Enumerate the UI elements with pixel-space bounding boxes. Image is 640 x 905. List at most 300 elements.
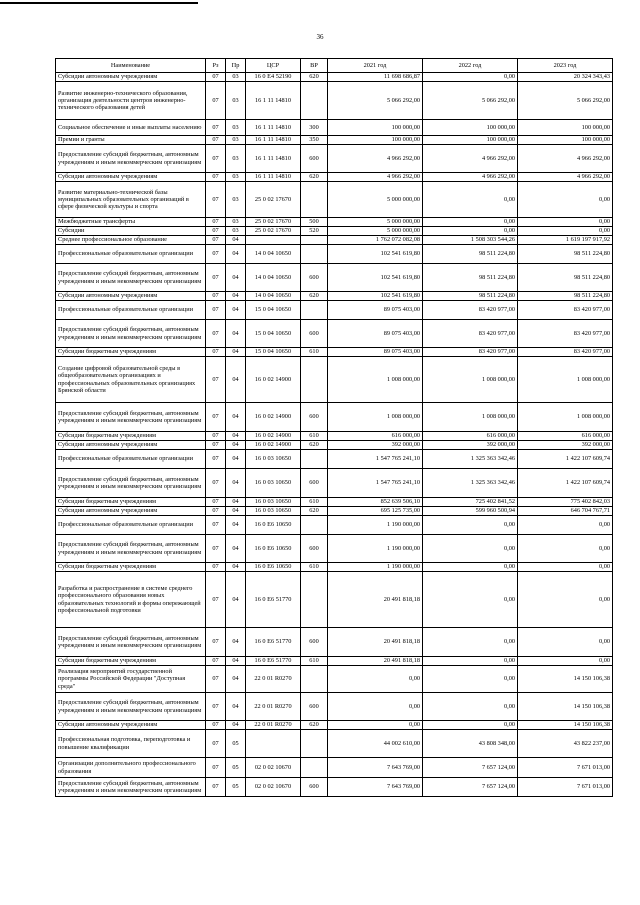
table-row bbox=[56, 236, 613, 245]
table-row bbox=[56, 721, 613, 730]
cell-csr: 25 0 02 17670 bbox=[246, 182, 301, 218]
cell-2022: 1 325 363 342,46 bbox=[423, 450, 518, 469]
cell-2023: 100 000,00 bbox=[518, 136, 613, 145]
cell-csr: 16 0 02 14900 bbox=[246, 441, 301, 450]
cell-2022: 83 420 977,00 bbox=[423, 301, 518, 320]
cell-csr: 16 0 Е6 10650 bbox=[246, 563, 301, 572]
cell-csr: 16 0 Е6 10650 bbox=[246, 516, 301, 535]
cell-2021: 852 639 506,10 bbox=[328, 498, 423, 507]
cell-2021: 102 541 619,80 bbox=[328, 292, 423, 301]
cell-2022: 0,00 bbox=[423, 227, 518, 236]
cell-2023: 7 671 013,00 bbox=[518, 778, 613, 797]
cell-vr bbox=[301, 450, 328, 469]
table-row bbox=[56, 432, 613, 441]
cell-vr: 610 bbox=[301, 348, 328, 357]
cell-2022: 43 808 348,00 bbox=[423, 730, 518, 758]
cell-name: Субсидии автономным учреждениям bbox=[56, 173, 206, 182]
cell-vr: 600 bbox=[301, 320, 328, 348]
cell-csr: 16 0 03 10650 bbox=[246, 507, 301, 516]
cell-rz: 07 bbox=[206, 721, 226, 730]
cell-rz: 07 bbox=[206, 82, 226, 120]
cell-pr: 04 bbox=[226, 498, 246, 507]
cell-2021: 1 547 765 241,10 bbox=[328, 469, 423, 498]
top-border-line bbox=[0, 2, 198, 4]
table-row bbox=[56, 218, 613, 227]
cell-vr bbox=[301, 572, 328, 628]
cell-2021: 5 066 292,00 bbox=[328, 82, 423, 120]
table-row bbox=[56, 441, 613, 450]
cell-pr: 03 bbox=[226, 173, 246, 182]
cell-2023: 0,00 bbox=[518, 218, 613, 227]
cell-pr: 04 bbox=[226, 245, 246, 264]
cell-pr: 04 bbox=[226, 721, 246, 730]
cell-name: Профессиональные образовательные организации bbox=[56, 301, 206, 320]
cell-name: Премии и гранты bbox=[56, 136, 206, 145]
cell-vr: 300 bbox=[301, 120, 328, 136]
cell-2022: 100 000,00 bbox=[423, 136, 518, 145]
column-header: 2023 год bbox=[518, 59, 613, 73]
cell-2022: 725 402 841,52 bbox=[423, 498, 518, 507]
cell-2023: 83 420 977,00 bbox=[518, 348, 613, 357]
table-row bbox=[56, 320, 613, 348]
cell-pr: 04 bbox=[226, 357, 246, 403]
cell-vr bbox=[301, 245, 328, 264]
cell-pr: 04 bbox=[226, 441, 246, 450]
cell-pr: 04 bbox=[226, 666, 246, 693]
cell-2022: 599 960 500,94 bbox=[423, 507, 518, 516]
cell-2023: 392 000,00 bbox=[518, 441, 613, 450]
cell-pr: 04 bbox=[226, 657, 246, 666]
column-header: ЦСР bbox=[246, 59, 301, 73]
table-row bbox=[56, 73, 613, 82]
cell-name: Развитие инженерно-технического образования, организация деятельности центров инженерно-технического образования детей bbox=[56, 82, 206, 120]
cell-2023: 83 420 977,00 bbox=[518, 320, 613, 348]
cell-rz: 07 bbox=[206, 403, 226, 432]
cell-2021: 7 643 769,00 bbox=[328, 758, 423, 778]
cell-name: Предоставление субсидий бюджетным, автономным учреждениям и иным некоммерческим организациям bbox=[56, 264, 206, 292]
table-row bbox=[56, 758, 613, 778]
cell-2023: 0,00 bbox=[518, 657, 613, 666]
cell-name: Межбюджетные трансферты bbox=[56, 218, 206, 227]
cell-csr: 15 0 04 10650 bbox=[246, 348, 301, 357]
cell-csr: 25 0 02 17670 bbox=[246, 227, 301, 236]
cell-2021: 5 000 000,00 bbox=[328, 227, 423, 236]
cell-vr: 620 bbox=[301, 173, 328, 182]
cell-2021: 392 000,00 bbox=[328, 441, 423, 450]
cell-vr bbox=[301, 758, 328, 778]
cell-name: Разработка и распространение в системе среднего профессионального образования новых образовательных технологий и формы опережающей профессиональной подготовки bbox=[56, 572, 206, 628]
table-row bbox=[56, 82, 613, 120]
column-header: 2022 год bbox=[423, 59, 518, 73]
cell-2021: 89 075 403,00 bbox=[328, 348, 423, 357]
cell-csr: 02 0 02 10670 bbox=[246, 778, 301, 797]
cell-2023: 616 000,00 bbox=[518, 432, 613, 441]
cell-2023: 0,00 bbox=[518, 535, 613, 563]
cell-vr bbox=[301, 666, 328, 693]
cell-vr: 620 bbox=[301, 73, 328, 82]
cell-name: Среднее профессиональное образование bbox=[56, 236, 206, 245]
cell-name: Субсидии бюджетным учреждениям bbox=[56, 348, 206, 357]
cell-2023: 775 402 842,03 bbox=[518, 498, 613, 507]
cell-rz: 07 bbox=[206, 145, 226, 173]
cell-vr: 610 bbox=[301, 657, 328, 666]
cell-csr bbox=[246, 236, 301, 245]
cell-rz: 07 bbox=[206, 441, 226, 450]
cell-name: Реализация мероприятий государственной программы Российской Федерации "Доступная среда" bbox=[56, 666, 206, 693]
cell-csr: 16 1 11 14810 bbox=[246, 145, 301, 173]
cell-pr: 05 bbox=[226, 730, 246, 758]
cell-vr: 620 bbox=[301, 721, 328, 730]
cell-name: Социальное обеспечение и иные выплаты населению bbox=[56, 120, 206, 136]
cell-rz: 07 bbox=[206, 535, 226, 563]
cell-vr bbox=[301, 301, 328, 320]
table-row bbox=[56, 301, 613, 320]
cell-vr: 600 bbox=[301, 403, 328, 432]
cell-pr: 03 bbox=[226, 73, 246, 82]
table-row bbox=[56, 357, 613, 403]
cell-csr: 16 1 11 14810 bbox=[246, 120, 301, 136]
cell-2022: 98 511 224,80 bbox=[423, 292, 518, 301]
cell-2023: 0,00 bbox=[518, 628, 613, 657]
cell-2022: 0,00 bbox=[423, 218, 518, 227]
cell-csr: 16 0 03 10650 bbox=[246, 469, 301, 498]
table-row bbox=[56, 120, 613, 136]
cell-pr: 03 bbox=[226, 136, 246, 145]
cell-rz: 07 bbox=[206, 136, 226, 145]
cell-2021: 616 000,00 bbox=[328, 432, 423, 441]
column-header: Наименование bbox=[56, 59, 206, 73]
cell-2022: 392 000,00 bbox=[423, 441, 518, 450]
cell-2021: 1 008 000,00 bbox=[328, 403, 423, 432]
table-row bbox=[56, 403, 613, 432]
cell-2021: 4 966 292,00 bbox=[328, 145, 423, 173]
cell-2023: 0,00 bbox=[518, 227, 613, 236]
cell-csr: 16 1 11 14810 bbox=[246, 173, 301, 182]
cell-2022: 0,00 bbox=[423, 182, 518, 218]
cell-vr: 610 bbox=[301, 498, 328, 507]
cell-2022: 0,00 bbox=[423, 572, 518, 628]
cell-2021: 89 075 403,00 bbox=[328, 301, 423, 320]
cell-pr: 03 bbox=[226, 120, 246, 136]
cell-csr: 16 0 Е6 51770 bbox=[246, 628, 301, 657]
cell-rz: 07 bbox=[206, 182, 226, 218]
cell-pr: 04 bbox=[226, 432, 246, 441]
cell-rz: 07 bbox=[206, 778, 226, 797]
cell-pr: 04 bbox=[226, 301, 246, 320]
cell-csr bbox=[246, 730, 301, 758]
cell-name: Предоставление субсидий бюджетным, автономным учреждениям и иным некоммерческим организациям bbox=[56, 320, 206, 348]
cell-rz: 07 bbox=[206, 320, 226, 348]
cell-csr: 15 0 04 10650 bbox=[246, 320, 301, 348]
page-number: 36 bbox=[316, 33, 324, 41]
cell-2023: 43 822 237,00 bbox=[518, 730, 613, 758]
cell-2021: 100 000,00 bbox=[328, 136, 423, 145]
cell-2022: 1 508 303 544,26 bbox=[423, 236, 518, 245]
cell-2023: 83 420 977,00 bbox=[518, 301, 613, 320]
cell-2021: 100 000,00 bbox=[328, 120, 423, 136]
cell-vr: 620 bbox=[301, 507, 328, 516]
cell-rz: 07 bbox=[206, 657, 226, 666]
cell-vr: 600 bbox=[301, 264, 328, 292]
cell-rz: 07 bbox=[206, 301, 226, 320]
cell-rz: 07 bbox=[206, 73, 226, 82]
cell-vr bbox=[301, 82, 328, 120]
cell-name: Субсидии автономным учреждениям bbox=[56, 507, 206, 516]
cell-2023: 4 966 292,00 bbox=[518, 145, 613, 173]
cell-2023: 7 671 013,00 bbox=[518, 758, 613, 778]
cell-name: Субсидии автономным учреждениям bbox=[56, 292, 206, 301]
cell-rz: 07 bbox=[206, 693, 226, 721]
cell-2021: 7 643 769,00 bbox=[328, 778, 423, 797]
cell-pr: 03 bbox=[226, 82, 246, 120]
table-row bbox=[56, 535, 613, 563]
cell-2022: 1 008 000,00 bbox=[423, 357, 518, 403]
cell-2023: 1 008 000,00 bbox=[518, 357, 613, 403]
cell-2022: 100 000,00 bbox=[423, 120, 518, 136]
cell-pr: 05 bbox=[226, 758, 246, 778]
cell-2021: 1 547 765 241,10 bbox=[328, 450, 423, 469]
cell-2022: 5 066 292,00 bbox=[423, 82, 518, 120]
cell-2021: 1 190 000,00 bbox=[328, 516, 423, 535]
cell-name: Предоставление субсидий бюджетным, автономным учреждениям и иным некоммерческим организациям bbox=[56, 693, 206, 721]
table-row bbox=[56, 292, 613, 301]
cell-name: Субсидии автономным учреждениям bbox=[56, 73, 206, 82]
cell-pr: 04 bbox=[226, 507, 246, 516]
table-row bbox=[56, 264, 613, 292]
budget-table bbox=[55, 58, 613, 797]
cell-vr: 500 bbox=[301, 218, 328, 227]
cell-2022: 0,00 bbox=[423, 666, 518, 693]
cell-2023: 14 150 106,38 bbox=[518, 693, 613, 721]
cell-rz: 07 bbox=[206, 516, 226, 535]
table-row bbox=[56, 657, 613, 666]
cell-pr: 04 bbox=[226, 450, 246, 469]
cell-vr: 520 bbox=[301, 227, 328, 236]
cell-2022: 1 325 363 342,46 bbox=[423, 469, 518, 498]
cell-pr: 05 bbox=[226, 778, 246, 797]
cell-2022: 0,00 bbox=[423, 721, 518, 730]
cell-name: Предоставление субсидий бюджетным, автономным учреждениям и иным некоммерческим организациям bbox=[56, 403, 206, 432]
cell-vr: 610 bbox=[301, 432, 328, 441]
table-row bbox=[56, 348, 613, 357]
cell-2021: 5 000 000,00 bbox=[328, 218, 423, 227]
cell-2022: 0,00 bbox=[423, 535, 518, 563]
cell-rz: 07 bbox=[206, 572, 226, 628]
cell-2022: 4 966 292,00 bbox=[423, 173, 518, 182]
table-row bbox=[56, 572, 613, 628]
cell-2022: 0,00 bbox=[423, 693, 518, 721]
cell-2022: 83 420 977,00 bbox=[423, 348, 518, 357]
cell-2023: 0,00 bbox=[518, 516, 613, 535]
cell-csr: 16 0 03 10650 bbox=[246, 498, 301, 507]
cell-pr: 04 bbox=[226, 563, 246, 572]
table-row bbox=[56, 778, 613, 797]
cell-vr: 600 bbox=[301, 145, 328, 173]
table-row bbox=[56, 173, 613, 182]
cell-2023: 98 511 224,80 bbox=[518, 264, 613, 292]
cell-pr: 04 bbox=[226, 236, 246, 245]
cell-csr: 16 0 03 10650 bbox=[246, 450, 301, 469]
cell-2021: 5 000 000,00 bbox=[328, 182, 423, 218]
cell-2022: 0,00 bbox=[423, 73, 518, 82]
cell-2023: 20 324 343,43 bbox=[518, 73, 613, 82]
cell-rz: 07 bbox=[206, 628, 226, 657]
cell-2021: 20 491 818,18 bbox=[328, 657, 423, 666]
cell-pr: 04 bbox=[226, 469, 246, 498]
cell-name: Субсидии бюджетным учреждениям bbox=[56, 432, 206, 441]
table-row bbox=[56, 245, 613, 264]
cell-vr: 600 bbox=[301, 778, 328, 797]
cell-vr: 600 bbox=[301, 628, 328, 657]
cell-csr: 16 0 02 14900 bbox=[246, 432, 301, 441]
column-header: Рз bbox=[206, 59, 226, 73]
cell-name: Организации дополнительного профессионального образования bbox=[56, 758, 206, 778]
table-row bbox=[56, 693, 613, 721]
cell-name: Предоставление субсидий бюджетным, автономным учреждениям и иным некоммерческим организациям bbox=[56, 469, 206, 498]
cell-csr: 16 0 Е6 51770 bbox=[246, 572, 301, 628]
cell-vr: 610 bbox=[301, 563, 328, 572]
cell-pr: 04 bbox=[226, 535, 246, 563]
table-row bbox=[56, 516, 613, 535]
cell-2022: 98 511 224,80 bbox=[423, 245, 518, 264]
cell-name: Субсидии бюджетным учреждениям bbox=[56, 563, 206, 572]
cell-2023: 1 422 107 609,74 bbox=[518, 469, 613, 498]
table-row bbox=[56, 145, 613, 173]
cell-csr: 14 0 04 10650 bbox=[246, 264, 301, 292]
cell-pr: 04 bbox=[226, 292, 246, 301]
cell-name: Предоставление субсидий бюджетным, автономным учреждениям и иным некоммерческим организациям bbox=[56, 535, 206, 563]
cell-2023: 98 511 224,80 bbox=[518, 245, 613, 264]
cell-rz: 07 bbox=[206, 666, 226, 693]
cell-name: Профессиональные образовательные организации bbox=[56, 516, 206, 535]
cell-2023: 1 619 197 917,92 bbox=[518, 236, 613, 245]
cell-vr: 600 bbox=[301, 469, 328, 498]
cell-pr: 03 bbox=[226, 218, 246, 227]
cell-csr: 16 1 11 14810 bbox=[246, 82, 301, 120]
table-header-row bbox=[56, 59, 613, 73]
cell-name: Предоставление субсидий бюджетным, автономным учреждениям и иным некоммерческим организациям bbox=[56, 778, 206, 797]
cell-csr: 02 0 02 10670 bbox=[246, 758, 301, 778]
cell-vr bbox=[301, 182, 328, 218]
cell-rz: 07 bbox=[206, 450, 226, 469]
table-row bbox=[56, 498, 613, 507]
cell-csr: 14 0 04 10650 bbox=[246, 245, 301, 264]
cell-name: Предоставление субсидий бюджетным, автономным учреждениям и иным некоммерческим организациям bbox=[56, 145, 206, 173]
cell-csr: 22 0 01 R0270 bbox=[246, 721, 301, 730]
cell-pr: 03 bbox=[226, 182, 246, 218]
cell-csr: 16 0 Е6 51770 bbox=[246, 657, 301, 666]
cell-csr: 22 0 01 R0270 bbox=[246, 693, 301, 721]
cell-name: Профессиональные образовательные организации bbox=[56, 450, 206, 469]
cell-pr: 04 bbox=[226, 516, 246, 535]
cell-pr: 04 bbox=[226, 693, 246, 721]
column-header: ВР bbox=[301, 59, 328, 73]
cell-csr: 16 0 Е6 10650 bbox=[246, 535, 301, 563]
cell-csr: 16 0 Е4 52190 bbox=[246, 73, 301, 82]
cell-2021: 695 125 735,00 bbox=[328, 507, 423, 516]
cell-2021: 4 966 292,00 bbox=[328, 173, 423, 182]
cell-2022: 98 511 224,80 bbox=[423, 264, 518, 292]
cell-pr: 04 bbox=[226, 572, 246, 628]
cell-rz: 07 bbox=[206, 348, 226, 357]
table-row bbox=[56, 628, 613, 657]
cell-2021: 0,00 bbox=[328, 693, 423, 721]
cell-name: Создание цифровой образовательной среды в общеобразовательных организациях и профессиональных образовательных организациях Брянской области bbox=[56, 357, 206, 403]
cell-2021: 44 002 610,00 bbox=[328, 730, 423, 758]
cell-rz: 07 bbox=[206, 120, 226, 136]
cell-2021: 102 541 619,80 bbox=[328, 264, 423, 292]
cell-2022: 7 657 124,00 bbox=[423, 758, 518, 778]
cell-rz: 07 bbox=[206, 173, 226, 182]
cell-vr bbox=[301, 730, 328, 758]
cell-2022: 83 420 977,00 bbox=[423, 320, 518, 348]
cell-vr bbox=[301, 516, 328, 535]
cell-pr: 03 bbox=[226, 145, 246, 173]
cell-2021: 0,00 bbox=[328, 666, 423, 693]
cell-2021: 1 008 000,00 bbox=[328, 357, 423, 403]
cell-2023: 1 422 107 609,74 bbox=[518, 450, 613, 469]
table-body bbox=[56, 73, 613, 797]
cell-vr: 600 bbox=[301, 535, 328, 563]
cell-rz: 07 bbox=[206, 469, 226, 498]
cell-vr: 620 bbox=[301, 292, 328, 301]
table-row bbox=[56, 136, 613, 145]
cell-rz: 07 bbox=[206, 563, 226, 572]
cell-rz: 07 bbox=[206, 227, 226, 236]
cell-2021: 89 075 403,00 bbox=[328, 320, 423, 348]
cell-csr: 22 0 01 R0270 bbox=[246, 666, 301, 693]
cell-2022: 1 008 000,00 bbox=[423, 403, 518, 432]
cell-2022: 0,00 bbox=[423, 516, 518, 535]
cell-csr: 25 0 02 17670 bbox=[246, 218, 301, 227]
table-row bbox=[56, 469, 613, 498]
cell-name: Субсидии автономным учреждениям bbox=[56, 441, 206, 450]
cell-name: Субсидии бюджетным учреждениям bbox=[56, 498, 206, 507]
cell-2021: 102 541 619,80 bbox=[328, 245, 423, 264]
cell-2022: 0,00 bbox=[423, 563, 518, 572]
cell-rz: 07 bbox=[206, 264, 226, 292]
cell-name: Профессиональные образовательные организации bbox=[56, 245, 206, 264]
cell-2022: 616 000,00 bbox=[423, 432, 518, 441]
table-row bbox=[56, 563, 613, 572]
cell-csr: 16 0 02 14900 bbox=[246, 403, 301, 432]
cell-rz: 07 bbox=[206, 498, 226, 507]
cell-pr: 04 bbox=[226, 348, 246, 357]
cell-rz: 07 bbox=[206, 236, 226, 245]
cell-name: Субсидии автономным учреждениям bbox=[56, 721, 206, 730]
cell-rz: 07 bbox=[206, 758, 226, 778]
cell-rz: 07 bbox=[206, 432, 226, 441]
cell-name: Субсидии bbox=[56, 227, 206, 236]
cell-rz: 07 bbox=[206, 218, 226, 227]
cell-vr: 600 bbox=[301, 693, 328, 721]
column-header: Пр bbox=[226, 59, 246, 73]
cell-2023: 100 000,00 bbox=[518, 120, 613, 136]
cell-vr bbox=[301, 357, 328, 403]
cell-pr: 04 bbox=[226, 403, 246, 432]
table-row bbox=[56, 507, 613, 516]
cell-name: Субсидии бюджетным учреждениям bbox=[56, 657, 206, 666]
cell-rz: 07 bbox=[206, 292, 226, 301]
column-header: 2021 год bbox=[328, 59, 423, 73]
cell-vr: 350 bbox=[301, 136, 328, 145]
cell-2021: 1 190 000,00 bbox=[328, 535, 423, 563]
cell-vr bbox=[301, 236, 328, 245]
table-row bbox=[56, 450, 613, 469]
cell-pr: 04 bbox=[226, 264, 246, 292]
cell-2023: 0,00 bbox=[518, 182, 613, 218]
table-row bbox=[56, 730, 613, 758]
